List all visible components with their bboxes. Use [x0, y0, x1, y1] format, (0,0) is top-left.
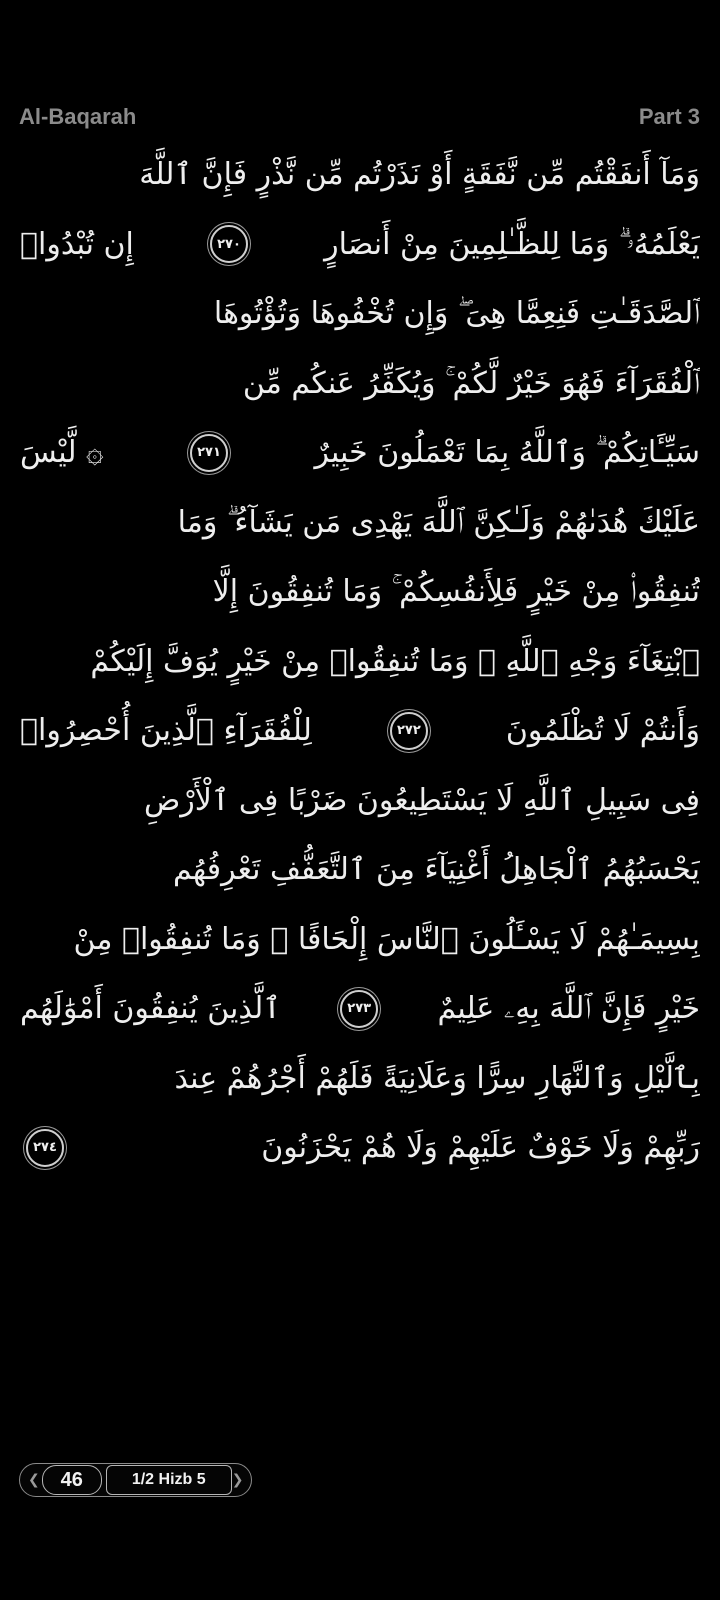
verse-line-text: عَلَيْكَ هُدَىٰهُمْ وَلَـٰكِنَّ ٱللَّهَ يَهْدِى مَن يَشَآءُ ۗ وَمَا	[177, 504, 700, 540]
part-label: Part 3	[638, 104, 700, 129]
ayah-end-marker-270: ٢٧٠	[210, 225, 248, 263]
verse-line-text: ۞ لَّيْسَ	[20, 435, 104, 471]
verse-line-text: رَبِّهِمْ وَلَا خَوْفٌ عَلَيْهِمْ وَلَا هُمْ يَحْزَنُونَ	[261, 1130, 700, 1166]
verse-line-text: وَأَنتُمْ لَا تُظْلَمُونَ	[505, 713, 700, 749]
verse-line-text: بِسِيمَـٰهُمْ لَا يَسْـَٔلُونَ ٱلنَّاسَ إِلْحَافًا ۗ وَمَا تُنفِقُوا۟ مِنْ	[73, 921, 700, 957]
verse-line	[20, 140, 700, 210]
verse-line-text: خَيْرٍ فَإِنَّ ٱللَّهَ بِهِۦ عَلِيمٌ	[437, 991, 700, 1027]
verse-line	[20, 835, 700, 905]
verse-line-text: ٱلْفُقَرَآءَ فَهُوَ خَيْرٌ لَّكُمْ ۚ وَيُكَفِّرُ عَنكُم مِّن	[242, 365, 700, 401]
verse-line	[20, 279, 700, 349]
verse-line	[20, 627, 700, 697]
page-number: 46	[42, 1465, 102, 1495]
ornament-icon: ❯	[231, 1472, 244, 1488]
verse-line	[20, 488, 700, 558]
hizb-label: 1/2 Hizb 5	[106, 1465, 232, 1495]
verse-line-text: ٱلصَّدَقَـٰتِ فَنِعِمَّا هِىَ ۖ وَإِن تُخْفُوهَا وَتُؤْتُوهَا	[213, 296, 700, 332]
verse-line	[20, 210, 700, 280]
ayah-end-marker-273: ٢٧٣	[340, 990, 378, 1028]
verse-line-text: يَعْلَمُهُۥ ۗ وَمَا لِلظَّـٰلِمِينَ مِنْ أَنصَارٍ	[324, 226, 700, 262]
verse-line-text: ٱلَّذِينَ يُنفِقُونَ أَمْوَٰلَهُم	[20, 991, 281, 1027]
verse-line	[20, 1044, 700, 1114]
verse-line-text: سَيِّـَٔاتِكُمْ ۗ وَٱللَّهُ بِمَا تَعْمَلُونَ خَبِيرٌ	[314, 435, 700, 471]
verse-line	[20, 418, 700, 488]
verse-line-text: تُنفِقُوا۟ مِنْ خَيْرٍ فَلِأَنفُسِكُمْ ۚ وَمَا تُنفِقُونَ إِلَّا	[212, 574, 700, 610]
verse-line-text: يَحْسَبُهُمُ ٱلْجَاهِلُ أَغْنِيَآءَ مِنَ ٱلتَّعَفُّفِ تَعْرِفُهُم	[172, 852, 700, 888]
verse-line	[20, 696, 700, 766]
page-info-badge[interactable]	[19, 1463, 252, 1497]
verse-line-text: بِٱلَّيْلِ وَٱلنَّهَارِ سِرًّا وَعَلَانِيَةً فَلَهُمْ أَجْرُهُمْ عِندَ	[174, 1060, 700, 1096]
ayah-end-marker-271: ٢٧١	[190, 434, 228, 472]
verse-line-text: فِى سَبِيلِ ٱللَّهِ لَا يَسْتَطِيعُونَ ضَرْبًا فِى ٱلْأَرْضِ	[143, 782, 700, 818]
verse-line-text: إِن تُبْدُوا۟	[20, 226, 134, 262]
page-header	[19, 100, 700, 134]
verse-text-block	[20, 140, 700, 1183]
page-footer	[19, 1463, 252, 1497]
verse-line	[20, 905, 700, 975]
verse-line	[20, 349, 700, 419]
verse-line	[20, 1113, 700, 1183]
verse-line	[20, 557, 700, 627]
ornament-icon: ❮	[28, 1472, 40, 1488]
ayah-end-marker-272: ٢٧٢	[390, 712, 428, 750]
surah-name: Al-Baqarah	[19, 104, 137, 129]
verse-line	[20, 766, 700, 836]
verse-line-text: ٱبْتِغَآءَ وَجْهِ ٱللَّهِ ۚ وَمَا تُنفِقُوا۟ مِنْ خَيْرٍ يُوَفَّ إِلَيْكُمْ	[90, 643, 700, 679]
verse-line-text: وَمَآ أَنفَقْتُم مِّن نَّفَقَةٍ أَوْ نَذَرْتُم مِّن نَّذْرٍ فَإِنَّ ٱللَّهَ	[139, 157, 700, 193]
verse-line-text: لِلْفُقَرَآءِ ٱلَّذِينَ أُحْصِرُوا۟	[20, 713, 312, 749]
ayah-end-marker-274: ٢٧٤	[26, 1129, 64, 1167]
verse-line	[20, 974, 700, 1044]
